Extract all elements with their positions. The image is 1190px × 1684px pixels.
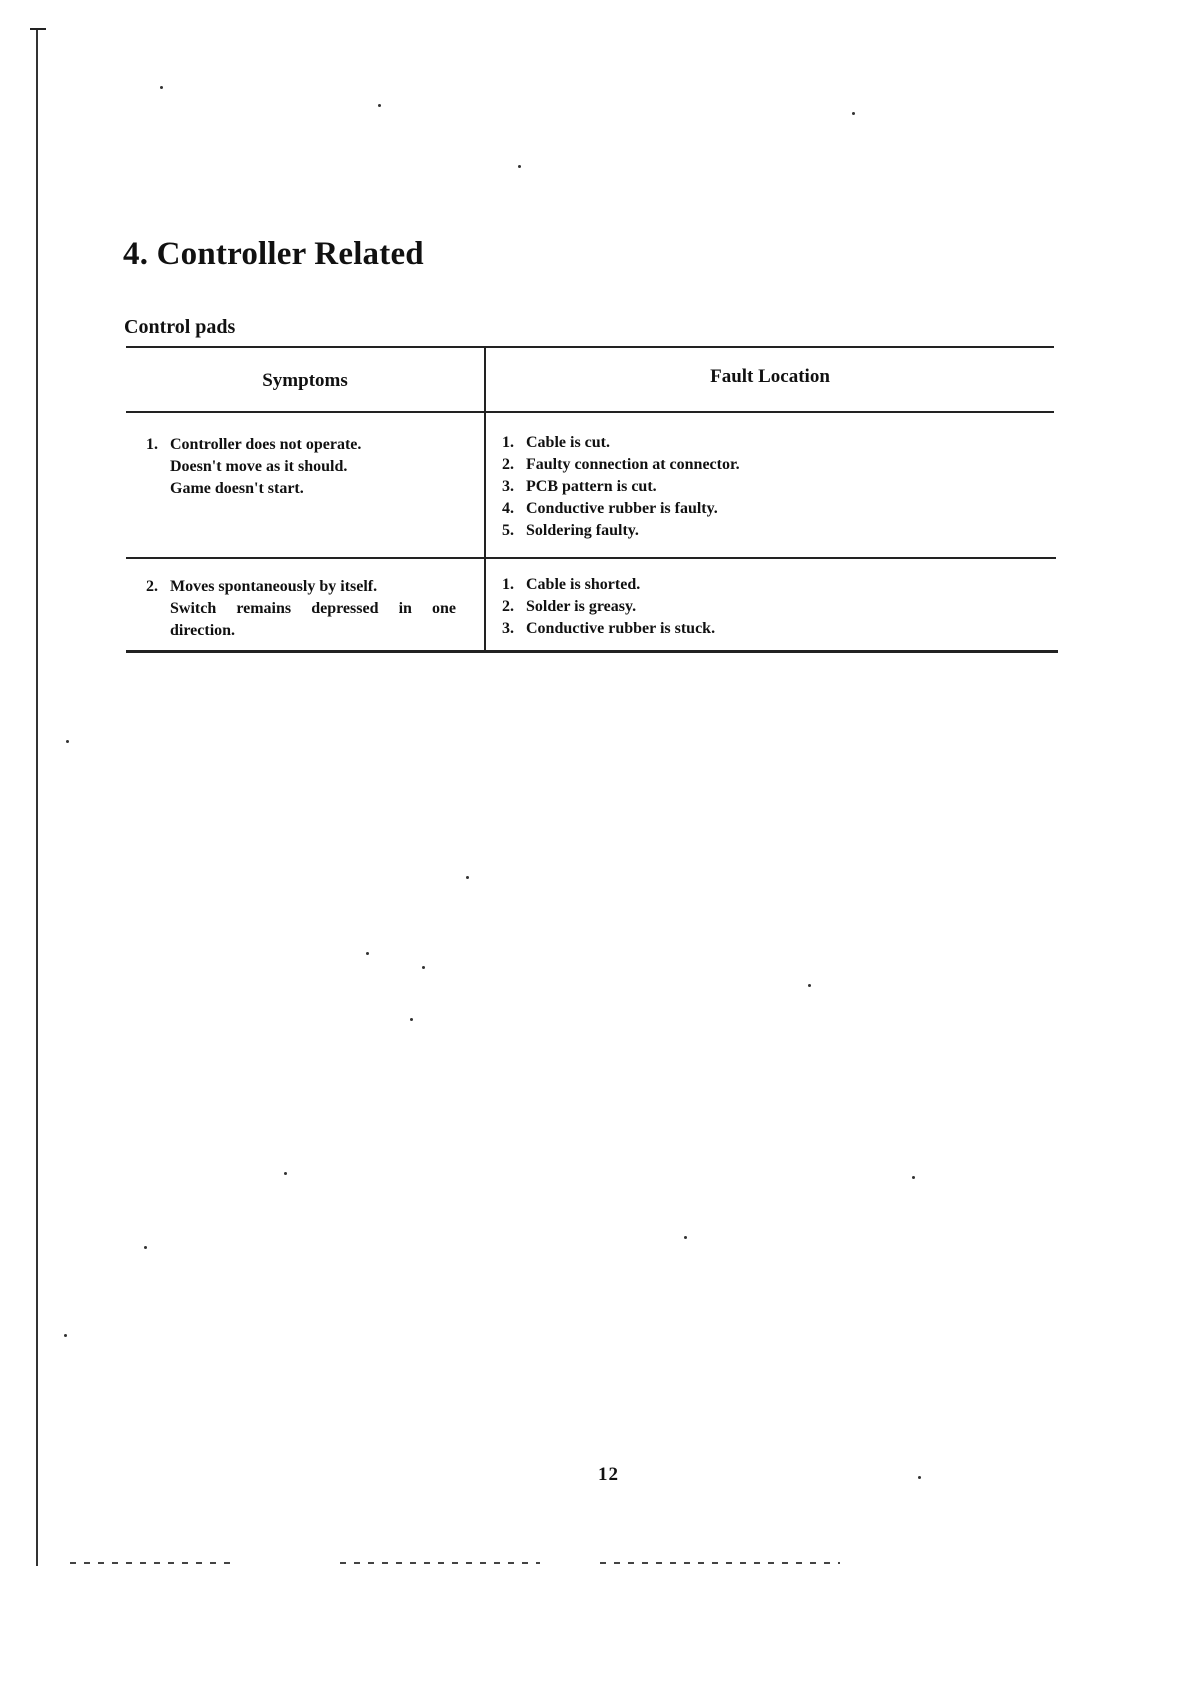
subsection-title: Control pads	[124, 316, 236, 338]
header-symptoms: Symptoms	[262, 370, 348, 391]
row1-symptom-number: 1.	[146, 436, 158, 453]
scan-speck	[684, 1236, 687, 1239]
fault-number: 3.	[502, 478, 514, 495]
fault-number: 4.	[502, 500, 514, 517]
scan-speck	[64, 1334, 67, 1337]
column-divider	[484, 346, 486, 652]
scan-speck	[422, 966, 425, 969]
fault-item	[502, 520, 1022, 542]
scan-speck	[160, 86, 163, 89]
table-bottom-rule	[126, 650, 1058, 653]
scan-dashes	[340, 1562, 540, 1564]
scan-dashes	[600, 1562, 840, 1564]
fault-text: Cable is shorted.	[526, 576, 641, 593]
scan-dashes	[70, 1562, 230, 1564]
scan-speck	[466, 876, 469, 879]
scan-speck	[808, 984, 811, 987]
row1-symptom-line1: Controller does not operate.	[170, 436, 362, 453]
fault-number: 5.	[502, 522, 514, 539]
scan-speck	[284, 1172, 287, 1175]
row1-symptom-line3: Game doesn't start.	[170, 480, 304, 497]
fault-number: 2.	[502, 598, 514, 615]
corner-mark	[30, 28, 46, 30]
section-title: 4. Controller Related	[123, 236, 424, 272]
row1-symptoms	[146, 434, 466, 500]
fault-text: Solder is greasy.	[526, 598, 637, 615]
fault-text: Conductive rubber is faulty.	[526, 500, 718, 517]
row2-symptom-line2: Switch remains depressed in one	[170, 600, 456, 617]
fault-number: 2.	[502, 456, 514, 473]
fault-number: 1.	[502, 434, 514, 451]
row2-symptom-number: 2.	[146, 578, 158, 595]
row-divider-rule	[126, 557, 1056, 559]
row2-faults	[502, 574, 1022, 640]
scan-speck	[518, 165, 521, 168]
header-bottom-rule	[126, 411, 1054, 413]
fault-item	[502, 454, 1022, 476]
row2-symptoms	[146, 576, 466, 642]
page-number: 12	[598, 1464, 619, 1485]
fault-text: PCB pattern is cut.	[526, 478, 657, 495]
fault-text: Soldering faulty.	[526, 522, 639, 539]
header-fault-location: Fault Location	[710, 366, 830, 387]
table-top-rule	[126, 346, 1054, 348]
row2-symptom-line1: Moves spontaneously by itself.	[170, 578, 378, 595]
scan-speck	[378, 104, 381, 107]
scan-speck	[366, 952, 369, 955]
fault-item	[502, 574, 1022, 596]
row1-faults	[502, 432, 1022, 542]
fault-item	[502, 618, 1022, 640]
fault-item	[502, 498, 1022, 520]
scan-speck	[912, 1176, 915, 1179]
page-edge-line	[36, 30, 38, 1566]
fault-item	[502, 432, 1022, 454]
scan-speck	[410, 1018, 413, 1021]
scan-speck	[144, 1246, 147, 1249]
fault-item	[502, 596, 1022, 618]
scan-speck	[918, 1476, 921, 1479]
row2-symptom-line3: direction.	[170, 622, 236, 639]
fault-number: 3.	[502, 620, 514, 637]
scan-speck	[852, 112, 855, 115]
fault-text: Cable is cut.	[526, 434, 610, 451]
fault-text: Faulty connection at connector.	[526, 456, 740, 473]
row1-symptom-line2: Doesn't move as it should.	[170, 458, 348, 475]
scan-speck	[66, 740, 69, 743]
fault-item	[502, 476, 1022, 498]
fault-number: 1.	[502, 576, 514, 593]
fault-text: Conductive rubber is stuck.	[526, 620, 716, 637]
